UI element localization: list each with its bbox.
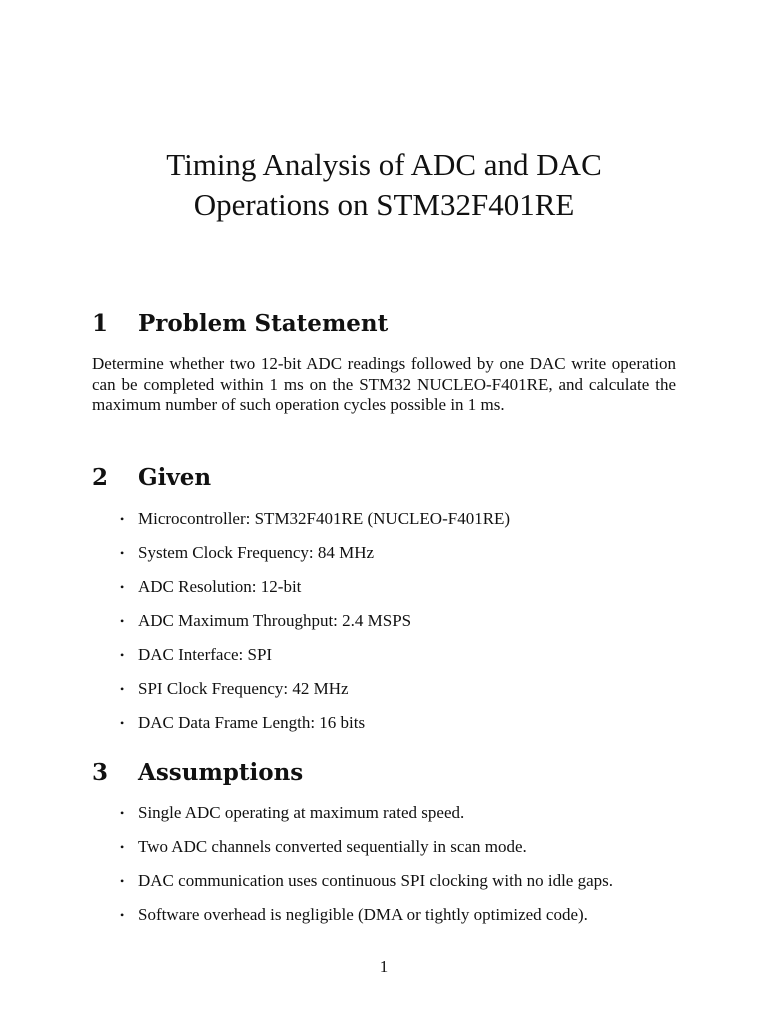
section-number: 2 xyxy=(92,464,109,491)
bullet-icon: • xyxy=(120,840,125,854)
list-item xyxy=(92,871,692,905)
title-line-1: Timing Analysis of ADC and DAC xyxy=(166,147,602,182)
list-item-text: DAC Data Frame Length: 16 bits xyxy=(138,713,366,732)
bullet-icon: • xyxy=(120,682,125,696)
list-item xyxy=(92,611,692,645)
given-list xyxy=(92,509,692,747)
list-item xyxy=(92,713,692,747)
bullet-icon: • xyxy=(120,580,125,594)
list-item-text: Two ADC channels converted sequentially in scan mode. xyxy=(138,837,527,856)
list-item-text: DAC Interface: SPI xyxy=(138,645,273,664)
list-item xyxy=(92,543,692,577)
bullet-icon: • xyxy=(120,908,125,922)
page-number: 1 xyxy=(379,957,389,976)
section-heading-problem-statement xyxy=(92,309,388,339)
list-item xyxy=(92,803,692,837)
list-item-text: System Clock Frequency: 84 MHz xyxy=(138,543,375,562)
list-item xyxy=(92,645,692,679)
section-heading-assumptions xyxy=(92,758,303,788)
bullet-icon: • xyxy=(120,716,125,730)
list-item-text: Software overhead is negligible (DMA or tightly optimized code). xyxy=(138,905,588,924)
section-number: 3 xyxy=(92,759,109,786)
list-item xyxy=(92,905,692,939)
list-item-text: ADC Resolution: 12-bit xyxy=(138,577,302,596)
bullet-icon: • xyxy=(120,874,125,888)
list-item-text: ADC Maximum Throughput: 2.4 MSPS xyxy=(138,611,412,630)
list-item-text: Single ADC operating at maximum rated speed. xyxy=(138,803,465,822)
bullet-icon: • xyxy=(120,806,125,820)
bullet-icon: • xyxy=(120,512,125,526)
bullet-icon: • xyxy=(120,614,125,628)
section-title: Given xyxy=(138,464,212,491)
bullet-icon: • xyxy=(120,648,125,662)
list-item-text: SPI Clock Frequency: 42 MHz xyxy=(138,679,349,698)
section-heading-given xyxy=(92,463,211,493)
list-item-text: DAC communication uses continuous SPI clocking with no idle gaps. xyxy=(138,871,614,890)
section-number: 1 xyxy=(92,310,109,337)
bullet-icon: • xyxy=(120,546,125,560)
section-title: Problem Statement xyxy=(138,310,389,337)
list-item xyxy=(92,679,692,713)
section-title: Assumptions xyxy=(138,759,304,786)
list-item xyxy=(92,837,692,871)
document-title xyxy=(0,145,768,225)
list-item-text: Microcontroller: STM32F401RE (NUCLEO-F401RE) xyxy=(138,509,511,528)
list-item xyxy=(92,577,692,611)
title-line-2: Operations on STM32F401RE xyxy=(193,187,575,222)
problem-statement-paragraph: Determine whether two 12-bit ADC readings followed by one DAC write operation can be completed within 1 ms on the STM32 NUCLEO-F401RE, and calculate the maximum number of such operation cycles possible in 1 ms. xyxy=(92,354,676,414)
list-item xyxy=(92,509,692,543)
assumptions-list xyxy=(92,803,692,939)
